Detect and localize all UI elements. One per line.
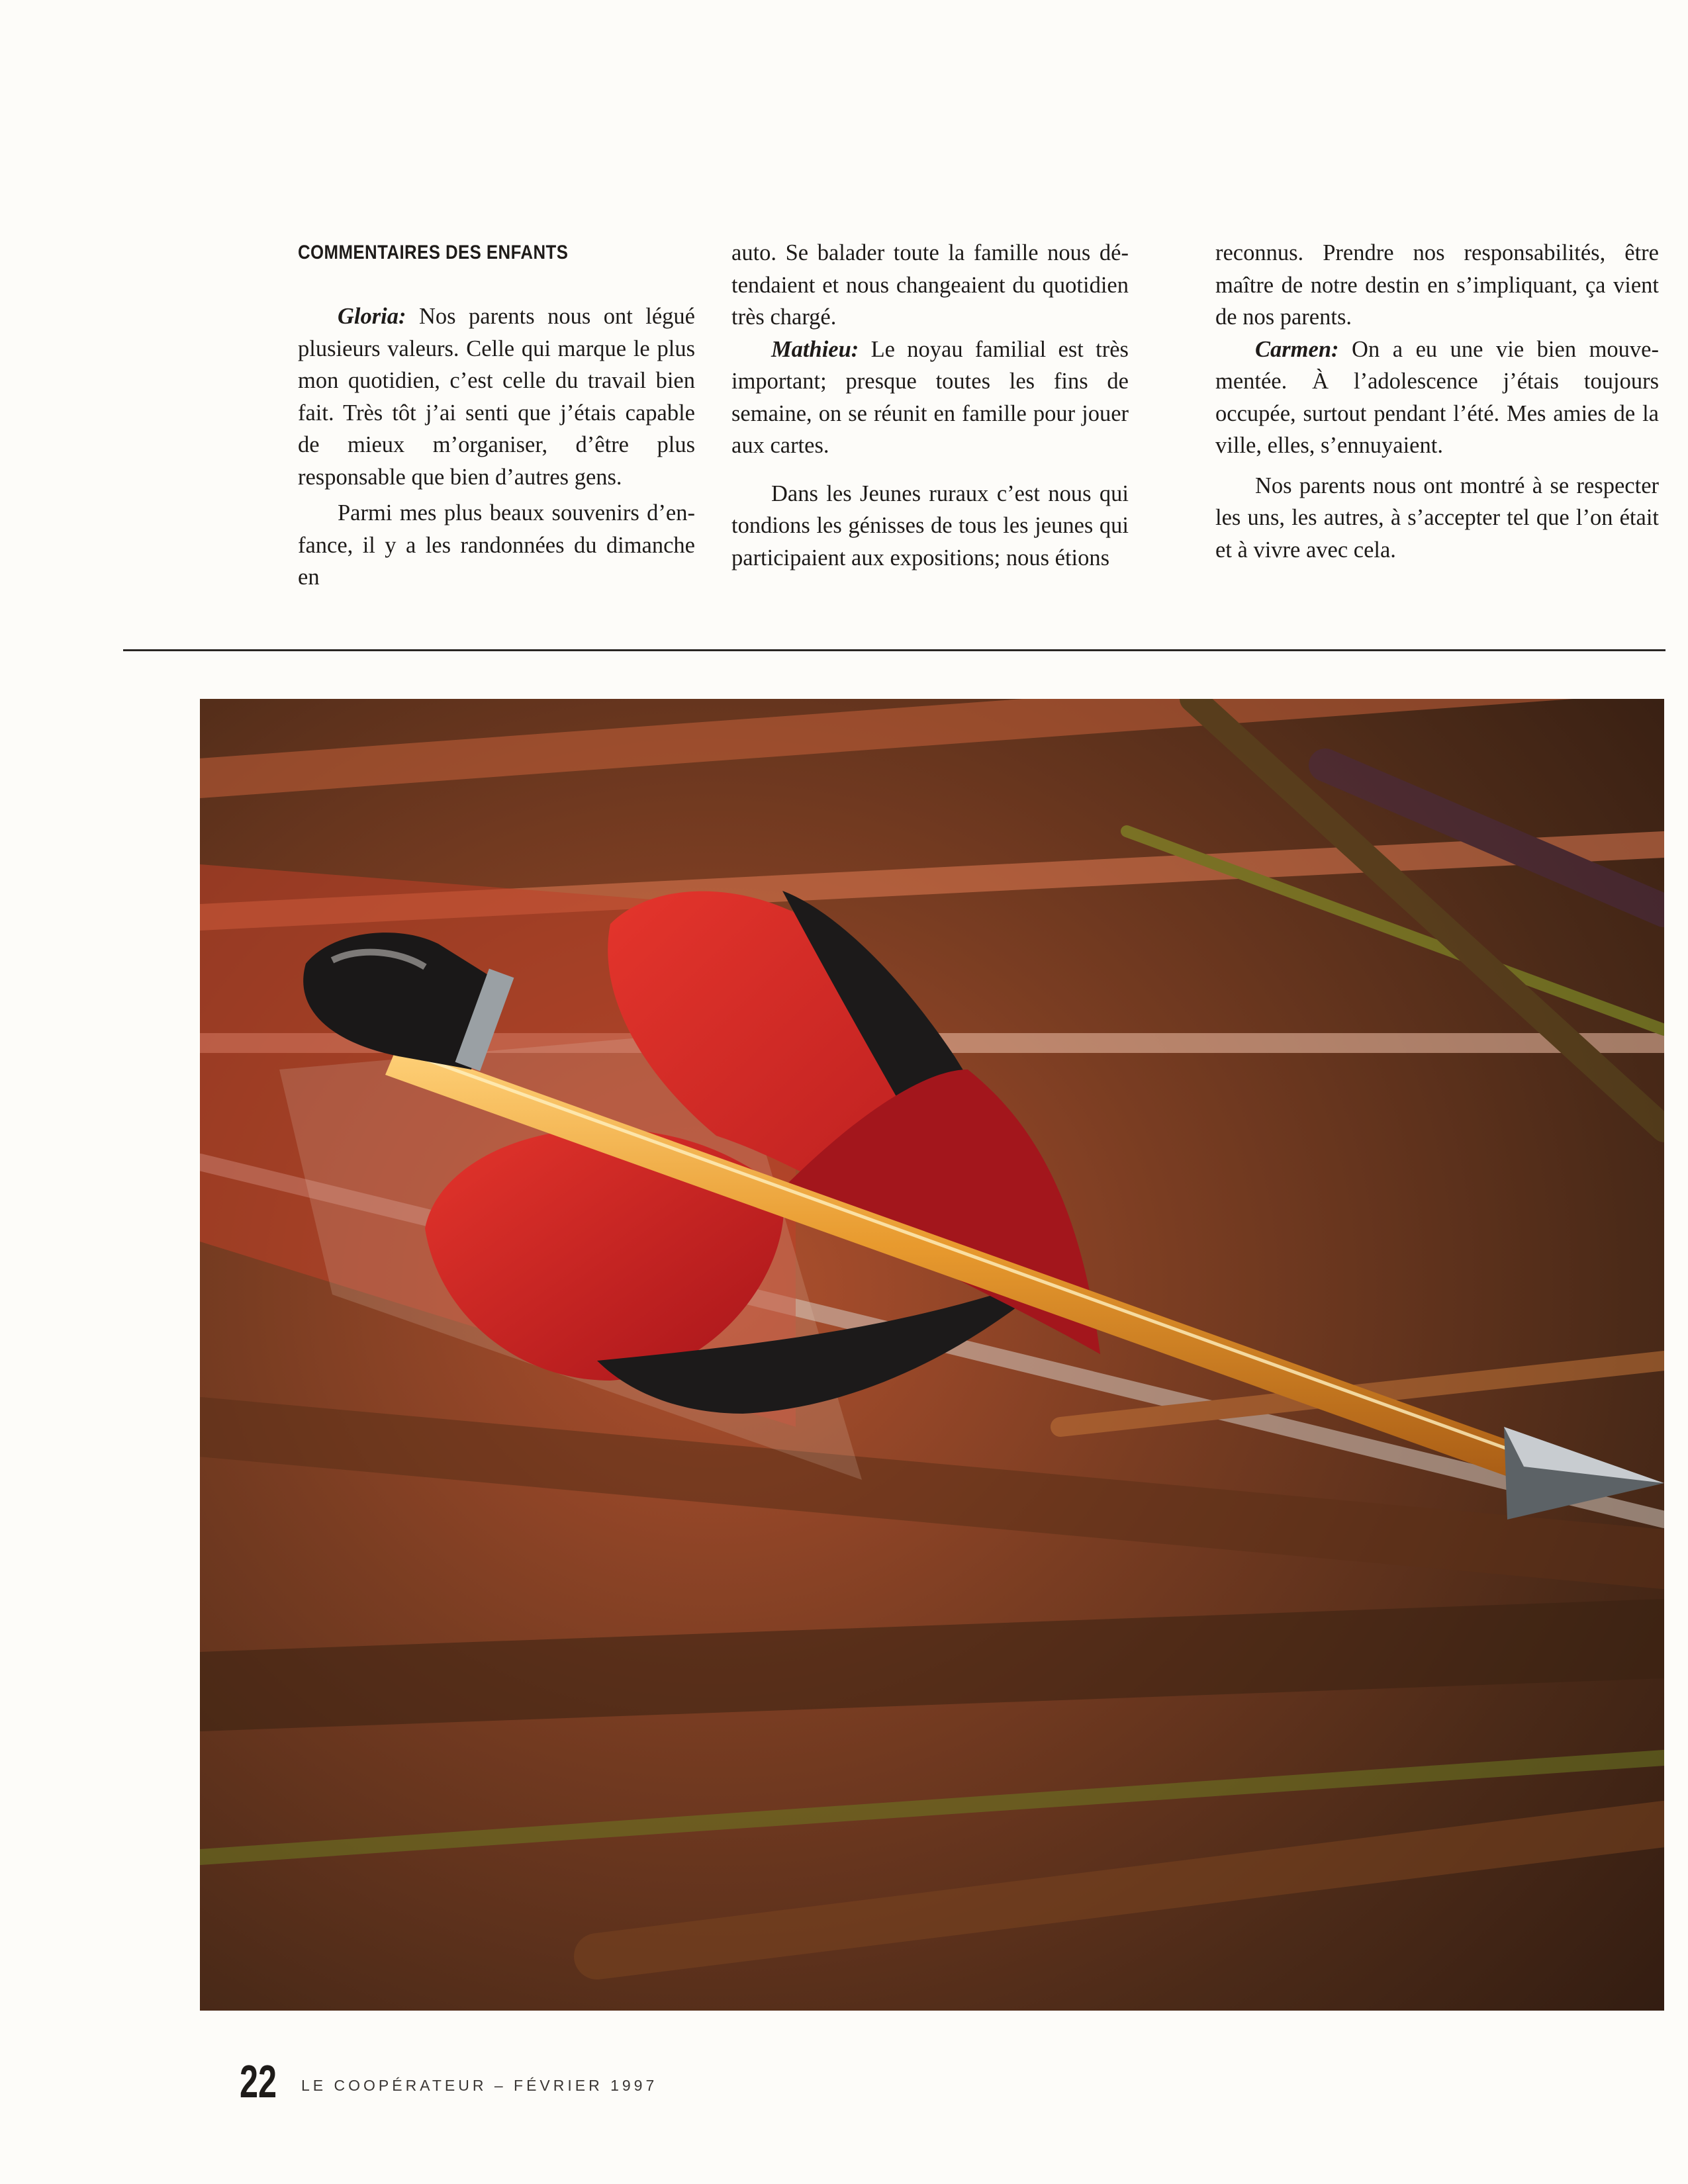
speaker-name: Mathieu: [771,336,859,362]
paragraph-text: Le noyau familial est très important; presque toutes les fins de semaine, on se réunit en famille pour jouer aux cartes. [731,336,1129,458]
horizontal-rule [123,649,1665,651]
publication-footer: LE COOPÉRATEUR – FÉVRIER 1997 [301,2077,658,2094]
speaker-name: Gloria: [338,304,406,329]
arrow-painting [200,699,1664,2011]
section-heading: COMMENTAIRES DES ENFANTS [298,242,569,263]
paragraph: Nos parents nous ont montré à se respecter les uns, les autres, à s’accepter tel que l’on était et à vivre avec cela. [1215,473,1659,563]
page-number: 22 [240,2056,277,2107]
paragraph-gloria [298,300,695,493]
paragraph: reconnus. Prendre nos responsabilités, être maître de notre destin en s’impliquant, ça vient de nos parents. [1215,240,1659,330]
paragraph-text: Nos parents nous ont légué plusieurs valeurs. Celle qui marque le plus mon quotidien, c’est celle du travail bien fait. Très tôt j’ai senti que j’étais capable de mieux m’organiser, d’être plus responsable que bien d’autres gens. [298,304,695,490]
text-column-3 [1215,237,1672,566]
text-column-2 [731,237,1129,574]
paragraph-carmen [1215,334,1659,462]
arrow-illustration [200,699,1664,2011]
paragraph-text: On a eu une vie bien mouvementée. À l’adolescence j’étais toujours occupée, surtout pendant l’été. Mes amies de la ville, elles, s’ennuyaient. [1215,336,1659,458]
paragraph: Dans les Jeunes ruraux c’est nous qui tondions les génisses de tous les jeunes qui participaient aux expositions; nous étions [731,480,1129,570]
text-column-1 [298,237,695,594]
paragraph: auto. Se balader toute la famille nous détendaient et nous changeaient du quotidien très chargé. [731,240,1129,330]
speaker-name: Carmen: [1255,336,1339,362]
paragraph: Parmi mes plus beaux souvenirs d’enfance, il y a les randonnées du dimanche en [298,500,695,590]
paragraph-mathieu [731,334,1129,462]
